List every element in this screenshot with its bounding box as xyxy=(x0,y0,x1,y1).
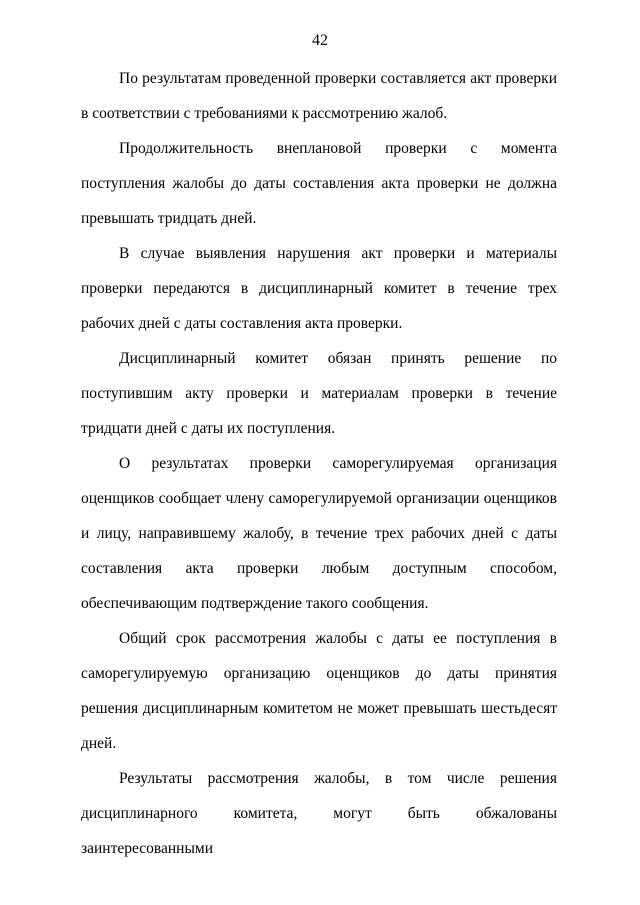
paragraph: По результатам проведенной проверки составляется акт проверки в соответствии с требованиями к рассмотрению жалоб. xyxy=(81,70,557,122)
paragraph: Результаты рассмотрения жалобы, в том числе решения дисциплинарного комитета, могут быть обжалованы заинтересованными xyxy=(81,770,557,857)
paragraph: В случае выявления нарушения акт проверки и материалы проверки передаются в дисциплинарный комитет в течение трех рабочих дней с даты составления акта проверки. xyxy=(81,245,557,332)
paragraph: О результатах проверки саморегулируемая организация оценщиков сообщает члену саморегулируемой организации оценщиков и лицу, направившему жалобу, в течение трех рабочих дней с даты составления акта проверки любым доступным способом, обеспечивающим подтверждение такого сообщения. xyxy=(81,455,557,612)
paragraph: Общий срок рассмотрения жалобы с даты ее поступления в саморегулируемую организацию оценщиков до даты принятия решения дисциплинарным комитетом не может превышать шестьдесят дней. xyxy=(81,630,557,752)
paragraph: Продолжительность внеплановой проверки с момента поступления жалобы до даты составления акта проверки не должна превышать тридцать дней. xyxy=(81,140,557,227)
paragraph: Дисциплинарный комитет обязан принять решение по поступившим акту проверки и материалам проверки в течение тридцати дней с даты их поступления. xyxy=(81,350,557,437)
body-text xyxy=(81,61,557,866)
page-number: 42 xyxy=(312,32,328,49)
